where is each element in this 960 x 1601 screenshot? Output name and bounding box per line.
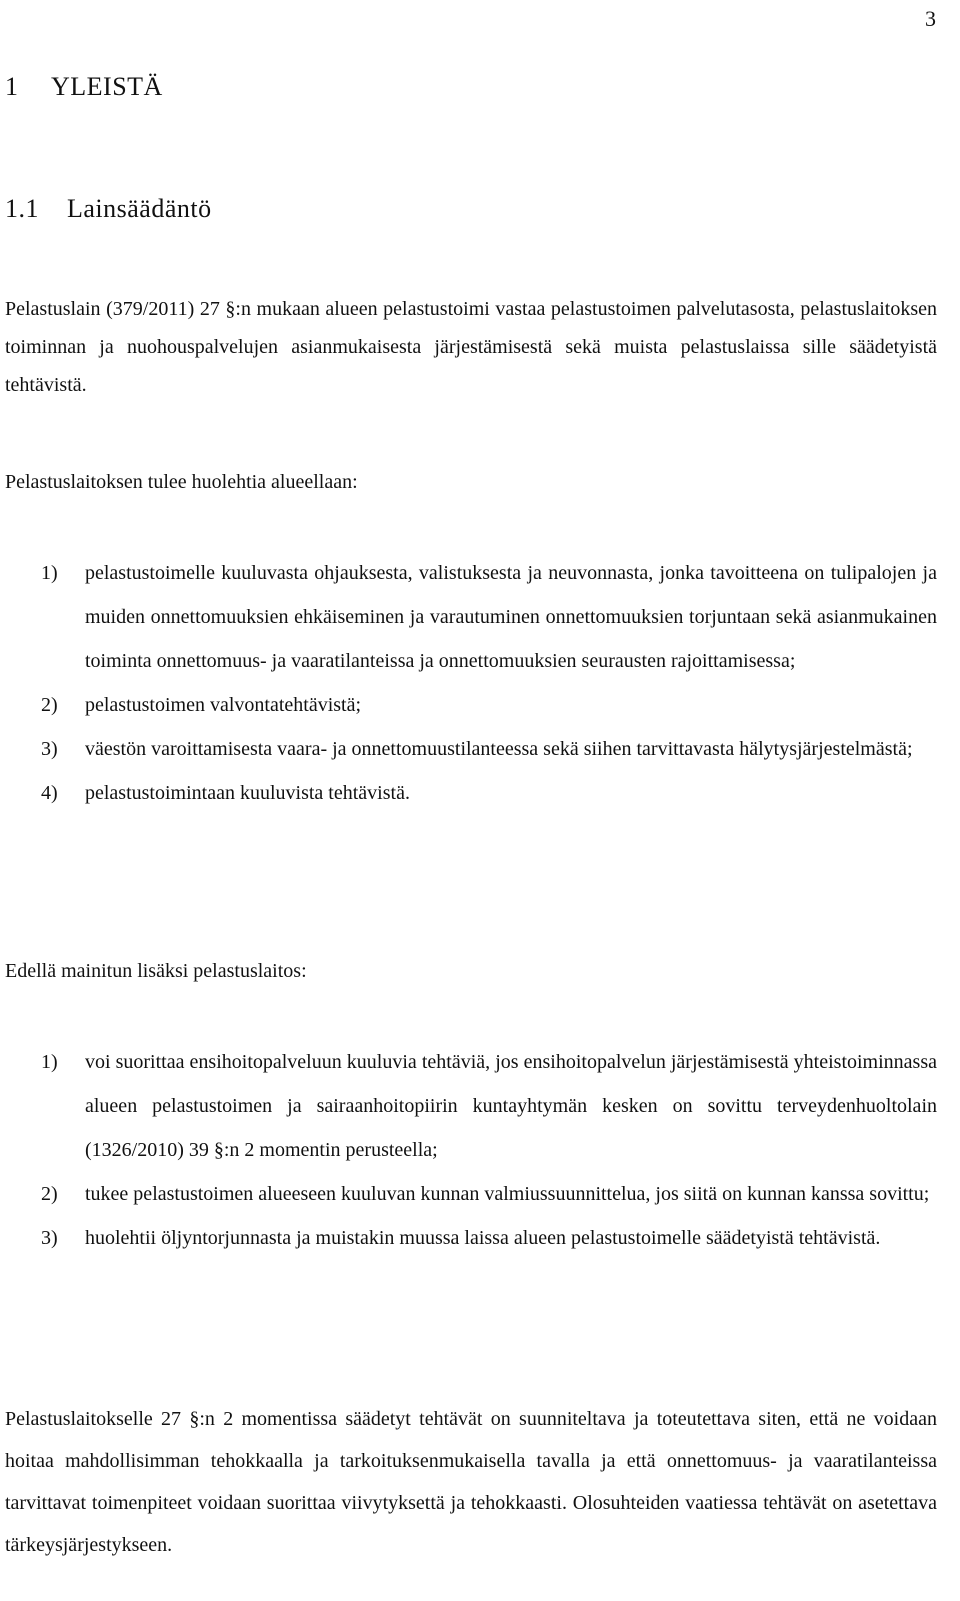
heading-1-1-number: 1.1 — [5, 194, 39, 223]
list-item-text: voi suorittaa ensihoitopalveluun kuuluvia tehtäviä, jos ensihoitopalvelun järjestämisestä yhteistoiminnassa alueen pelastustoimen ja sairaanhoitopiirin kuntayhtymän kesken on sovittu terveydenhuoltolain (1326/2010) 39 §:n 2 momentin perusteella; — [85, 1051, 937, 1161]
list-item-text: pelastustoimelle kuuluvasta ohjauksesta, valistuksesta ja neuvonnasta, jonka tavoitteena on tulipalojen ja muiden onnettomuuksien ehkäiseminen ja varautuminen onnettomuuksien torjuntaan sekä asianmukainen toiminta onnettomuus- ja vaaratilanteissa ja onnettomuuksien seurausten rajoittamisessa; — [85, 562, 937, 672]
list-item — [5, 727, 937, 771]
duties-list — [5, 551, 937, 815]
heading-1-number: 1 — [5, 72, 19, 101]
list-marker: 2) — [41, 1183, 58, 1205]
list-item — [5, 1172, 937, 1216]
list-marker: 1) — [41, 562, 58, 584]
list-item — [5, 1216, 937, 1260]
heading-1-title: YLEISTÄ — [51, 72, 163, 101]
list-marker: 1) — [41, 1051, 58, 1073]
paragraph-additional-lead: Edellä mainitun lisäksi pelastuslaitos: — [5, 960, 307, 982]
list-item — [5, 1040, 937, 1172]
heading-1 — [5, 72, 163, 102]
list-item — [5, 683, 937, 727]
list-item-text: tukee pelastustoimen alueeseen kuuluvan kunnan valmiussuunnittelua, jos siitä on kunnan kanssa sovittu; — [85, 1183, 930, 1205]
list-marker: 3) — [41, 1227, 58, 1249]
list-item-text: pelastustoimintaan kuuluvista tehtävistä. — [85, 782, 410, 804]
heading-1-1-title: Lainsäädäntö — [67, 194, 212, 223]
list-marker: 2) — [41, 694, 58, 716]
paragraph-closing: Pelastuslaitokselle 27 §:n 2 momentissa säädetyt tehtävät on suunniteltava ja toteutettava siten, että ne voidaan hoitaa mahdollisimman tehokkaalla ja tarkoituksenmukaisella tavalla ja että onnettomuus- ja vaaratilanteissa tarvittavat toimenpiteet voidaan suorittaa viivytyksettä ja tehokkaasti. Olosuhteiden vaatiessa tehtävät on asetettava tärkeysjärjestykseen. — [5, 1408, 937, 1556]
list-marker: 4) — [41, 782, 58, 804]
additional-duties-list — [5, 1040, 937, 1260]
list-marker: 3) — [41, 738, 58, 760]
list-item-text: väestön varoittamisesta vaara- ja onnettomuustilanteessa sekä siihen tarvittavasta hälytysjärjestelmästä; — [85, 738, 913, 760]
list-item — [5, 771, 937, 815]
page-number: 3 — [925, 6, 936, 31]
paragraph-duties-lead: Pelastuslaitoksen tulee huolehtia alueellaan: — [5, 471, 358, 493]
paragraph-intro: Pelastuslain (379/2011) 27 §:n mukaan alueen pelastustoimi vastaa pelastustoimen palvelutasosta, pelastuslaitoksen toiminnan ja nuohouspalvelujen asianmukaisesta järjestämisestä sekä muista pelastuslaissa sille säädetyistä tehtävistä. — [5, 298, 937, 396]
heading-1-1 — [5, 194, 212, 224]
list-item — [5, 551, 937, 683]
list-item-text: pelastustoimen valvontatehtävistä; — [85, 694, 362, 716]
list-item-text: huolehtii öljyntorjunnasta ja muistakin muussa laissa alueen pelastustoimelle säädetyistä tehtävistä. — [85, 1227, 881, 1249]
